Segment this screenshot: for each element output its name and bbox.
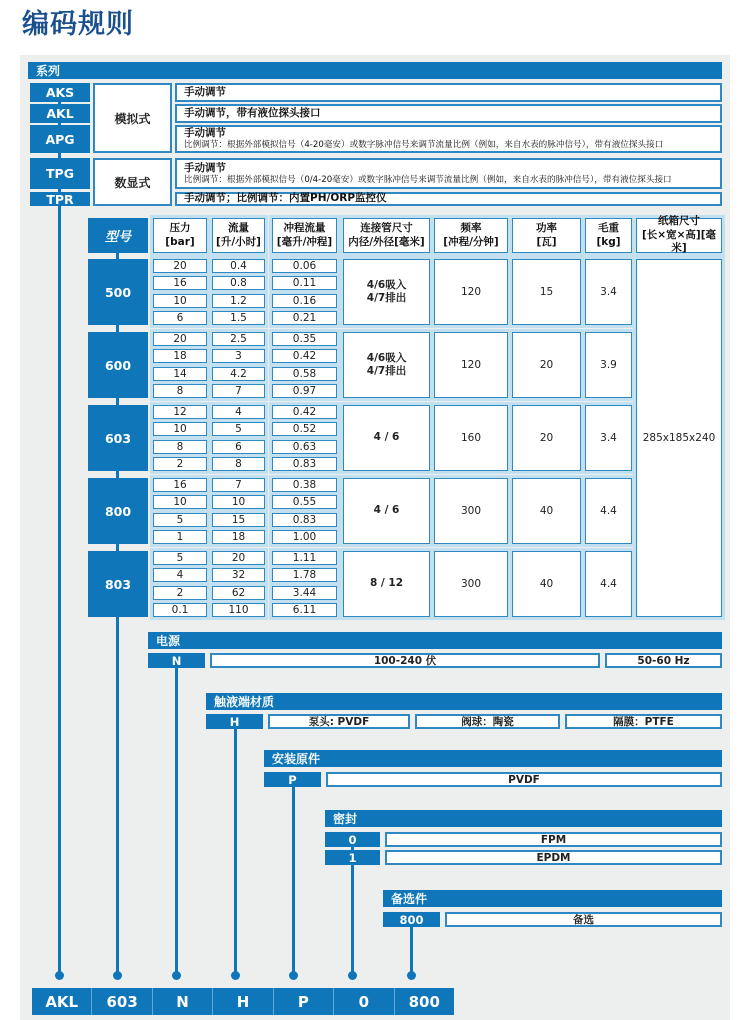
connector-dot [172,971,181,980]
stroke-flow-value: 1.78 [272,568,337,582]
connector-line [234,725,237,976]
frequency-cell: 120 [434,259,508,325]
series-desc-line: 手动调节 [184,85,226,98]
pressure-value: 18 [153,349,207,363]
connector-dot [55,971,64,980]
stroke-flow-value: 0.58 [272,367,337,381]
frequency-cell: 300 [434,551,508,617]
flow-value: 7 [212,478,265,492]
spec-header-cell [512,218,581,253]
header-line1: 频率 [460,221,482,234]
pipe-size-line: 4/7排出 [366,292,407,304]
flow-value: 0.8 [212,276,265,290]
power-cell: 20 [512,332,581,398]
power-cell: 40 [512,478,581,544]
series-type-cell: 数显式 [93,158,172,206]
series-desc-line: 手动调节 [184,127,226,140]
pipe-size-cell [343,259,430,325]
pressure-value: 20 [153,259,207,273]
pressure-value: 5 [153,551,207,565]
code-segment: 603 [92,988,152,1015]
pipe-size-cell [343,551,430,617]
stroke-flow-value: 0.83 [272,457,337,471]
series-code-cell-tpg: TPG [30,158,90,189]
pressure-value: 8 [153,440,207,454]
header-line2: [bar] [165,235,195,248]
series-desc-box [175,104,722,123]
stroke-flow-value: 0.63 [272,440,337,454]
series-code-cell-tpr: TPR [30,192,90,206]
series-code-cell-akl: AKL [30,104,90,123]
code-segment: N [153,988,213,1015]
header-line1: 毛重 [598,221,619,234]
series-type-cell: 模拟式 [93,83,172,153]
series-code-cell-aks: AKS [30,83,90,102]
pipe-size-cell [343,405,430,471]
code-segment: P [274,988,334,1015]
pressure-value: 12 [153,405,207,419]
connector-dot [289,971,298,980]
pressure-value: 0.1 [153,603,207,617]
flow-value: 8 [212,457,265,471]
header-line2: 内径/外径[毫米] [348,235,425,248]
frequency-cell: 120 [434,332,508,398]
code-segment: 0 [334,988,394,1015]
section-value-box: 100-240 伏 [210,653,600,668]
section-value-box: 备选 [445,912,722,927]
spec-header-cell [212,218,265,253]
stroke-flow-value: 0.55 [272,495,337,509]
series-desc-box [175,83,722,102]
flow-value: 18 [212,530,265,544]
weight-cell: 3.9 [585,332,632,398]
model-cell: 603 [88,405,148,471]
flow-value: 32 [212,568,265,582]
pressure-value: 16 [153,478,207,492]
spec-header-model: 型号 [88,218,148,253]
pressure-value: 14 [153,367,207,381]
stroke-flow-value: 0.38 [272,478,337,492]
section-value-box: 泵头: PVDF [268,714,410,729]
stroke-flow-value: 0.42 [272,405,337,419]
power-cell: 15 [512,259,581,325]
section-value-box: FPM [385,832,722,847]
section-title-bar: 密封 [325,810,722,827]
series-header-bar: 系列 [28,62,722,79]
model-cell: 803 [88,551,148,617]
stroke-flow-value: 0.06 [272,259,337,273]
header-line1: 冲程流量 [283,221,326,234]
section-key-cell: N [148,653,205,668]
flow-value: 1.2 [212,294,265,308]
stroke-flow-value: 0.83 [272,513,337,527]
code-segment: AKL [32,988,92,1015]
flow-value: 1.5 [212,311,265,325]
connector-dot [113,971,122,980]
stroke-flow-value: 1.00 [272,530,337,544]
stroke-flow-value: 0.52 [272,422,337,436]
connector-line [410,920,413,976]
section-key-cell: P [264,772,321,787]
frequency-cell: 300 [434,478,508,544]
power-cell: 40 [512,551,581,617]
flow-value: 4 [212,405,265,419]
connector-dot [407,971,416,980]
header-line2: [毫升/冲程] [276,235,333,248]
code-segment: H [213,988,273,1015]
series-desc-box [175,125,722,153]
header-line1: 压力 [169,221,191,234]
flow-value: 3 [212,349,265,363]
section-value-box: 50-60 Hz [605,653,722,668]
section-key-cell: 1 [325,850,380,865]
flow-value: 110 [212,603,265,617]
section-title-bar: 备选件 [383,890,722,907]
flow-value: 62 [212,586,265,600]
flow-value: 0.4 [212,259,265,273]
weight-cell: 4.4 [585,478,632,544]
pressure-value: 4 [153,568,207,582]
series-desc-line: 手动调节；比例调节：内置PH/ORP监控仪 [184,192,387,205]
connector-line [58,95,61,976]
series-desc-line: 比例调节：根据外部模拟信号（4-20毫安）或数字脉冲信号来调节流量比例（例如，来自水表的脉冲信号），带有液位探头接口 [184,140,664,151]
section-title-bar: 安装原件 [264,750,722,767]
pressure-value: 2 [153,586,207,600]
flow-value: 7 [212,384,265,398]
pressure-value: 5 [153,513,207,527]
stroke-flow-value: 0.42 [272,349,337,363]
spec-header-cell [272,218,337,253]
power-cell: 20 [512,405,581,471]
pipe-size-cell [343,478,430,544]
series-desc-line: 比例调节：根据外部模拟信号（0/4-20毫安）或数字脉冲信号来调节流量比例（例如，来自水表的脉冲信号），带有液位探头接口 [184,174,672,185]
flow-value: 6 [212,440,265,454]
frequency-cell: 160 [434,405,508,471]
code-segment: 800 [408,992,440,1011]
stroke-flow-value: 3.44 [272,586,337,600]
flow-value: 20 [212,551,265,565]
pressure-value: 16 [153,276,207,290]
model-cell: 800 [88,478,148,544]
spec-header-cell [585,218,632,253]
pressure-value: 8 [153,384,207,398]
connector-dot [348,971,357,980]
weight-cell: 3.4 [585,259,632,325]
header-line1: 流量 [228,221,249,234]
flow-value: 2.5 [212,332,265,346]
model-cell: 600 [88,332,148,398]
section-value-box: EPDM [385,850,722,865]
pressure-value: 10 [153,422,207,436]
page-title: 编码规则 [22,9,134,40]
code-bar [32,988,454,1015]
stroke-flow-value: 1.11 [272,551,337,565]
header-line1: 纸箱尺寸 [658,215,700,228]
series-desc-box [175,192,722,206]
pipe-size-line: 4/6吸入 [366,278,407,291]
spec-header-cell [153,218,207,253]
section-value-box: 隔膜：PTFE [565,714,722,729]
series-desc-box [175,158,722,189]
pressure-value: 10 [153,294,207,308]
series-code-cell-apg: APG [30,125,90,153]
section-title-bar: 电源 [148,632,722,649]
series-desc-line: 手动调节，带有液位探头接口 [184,106,321,119]
section-key-cell: 800 [383,912,440,927]
connector-line [292,782,295,976]
header-line2: [kg] [596,235,621,248]
pipe-size-line: 4 / 6 [373,431,400,444]
carton-size-cell: 285x185x240 [636,259,722,617]
flow-value: 5 [212,422,265,436]
flow-value: 15 [212,513,265,527]
stroke-flow-value: 6.11 [272,603,337,617]
pressure-value: 6 [153,311,207,325]
pressure-value: 10 [153,495,207,509]
header-line2: [瓦] [536,235,557,248]
header-line1: 功率 [536,221,557,234]
pipe-size-line: 8 / 12 [369,577,404,590]
flow-value: 10 [212,495,265,509]
section-title-bar: 触液端材质 [206,693,722,710]
stroke-flow-value: 0.16 [272,294,337,308]
weight-cell: 4.4 [585,551,632,617]
pipe-size-line: 4/6吸入 [366,351,407,364]
pipe-size-line: 4/7排出 [366,365,407,377]
stroke-flow-value: 0.35 [272,332,337,346]
pressure-value: 20 [153,332,207,346]
pressure-value: 2 [153,457,207,471]
stroke-flow-value: 0.97 [272,384,337,398]
stroke-flow-value: 0.11 [272,276,337,290]
connector-dot [231,971,240,980]
connector-line [175,660,178,976]
section-value-box: PVDF [326,772,722,787]
series-desc-line: 手动调节 [184,161,226,174]
pipe-size-cell [343,332,430,398]
header-line2: [升/小时] [216,235,261,248]
weight-cell: 3.4 [585,405,632,471]
header-line1: 连接管尺寸 [360,221,413,234]
flow-value: 4.2 [212,367,265,381]
section-value-box: 阀球：陶瓷 [415,714,560,729]
spec-header-cell [343,218,430,253]
header-line2: [长×宽×高][毫米] [642,228,716,255]
section-key-cell: H [206,714,263,729]
header-line2: [冲程/分钟] [443,235,499,248]
spec-header-cell [434,218,508,253]
stroke-flow-value: 0.21 [272,311,337,325]
model-cell: 500 [88,259,148,325]
section-key-cell: 0 [325,832,380,847]
pipe-size-line: 4 / 6 [373,504,400,517]
pressure-value: 1 [153,530,207,544]
spec-header-cell [636,215,722,255]
